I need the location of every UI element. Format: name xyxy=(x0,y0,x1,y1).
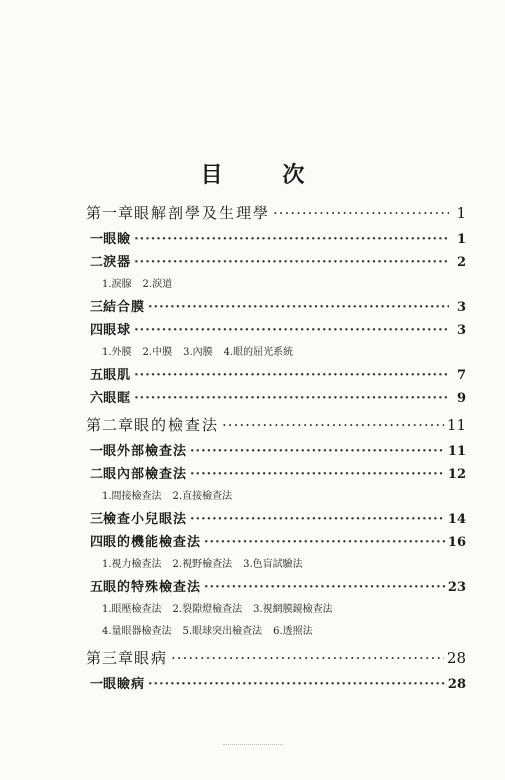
toc-section xyxy=(86,319,466,342)
table-of-contents xyxy=(86,198,466,696)
entry-label: 眼外部檢查法 xyxy=(103,444,188,459)
dot-leader xyxy=(204,576,445,599)
dot-leader xyxy=(204,531,445,554)
subsection-item: 2.淚道 xyxy=(142,279,173,290)
entry-number: 第三章 xyxy=(86,649,135,667)
entry-page: 16 xyxy=(447,535,466,550)
entry-page: 2 xyxy=(456,255,466,270)
subsection-item: 3.視網膜鏡檢查法 xyxy=(253,604,333,615)
entry-label: 眼瞼 xyxy=(103,232,132,247)
entry-page: 1 xyxy=(456,204,466,222)
toc-subsections xyxy=(86,554,466,576)
toc-section xyxy=(86,508,466,531)
subsection-item: 2.直接檢查法 xyxy=(172,491,233,502)
subsection-item: 4.眼的屈光系統 xyxy=(223,347,294,358)
entry-page: 23 xyxy=(447,580,466,595)
entry-label: 眼球 xyxy=(103,323,132,338)
subsection-item: 6.透照法 xyxy=(273,626,313,637)
entry-label: 眼病 xyxy=(134,649,169,667)
entry-number: 二 xyxy=(90,255,104,270)
entry-number: 一 xyxy=(90,232,104,247)
toc-chapter xyxy=(86,198,466,228)
entry-number: 三 xyxy=(90,300,104,315)
toc-chapter xyxy=(86,643,466,673)
entry-label: 眼眶 xyxy=(103,391,132,406)
subsection-item: 4.量眼器檢查法 xyxy=(102,626,172,637)
dot-leader xyxy=(190,440,445,463)
entry-number: 四 xyxy=(90,323,104,338)
dot-leader xyxy=(222,410,444,440)
subsection-item: 1.淚腺 xyxy=(102,279,132,290)
entry-label: 眼的特殊檢查法 xyxy=(103,580,202,595)
entry-number: 五 xyxy=(90,368,104,383)
entry-number: 一 xyxy=(90,444,104,459)
toc-section xyxy=(86,228,466,251)
entry-label: 眼瞼病 xyxy=(103,677,146,692)
toc-section xyxy=(86,296,466,319)
entry-label: 眼肌 xyxy=(103,368,132,383)
dot-leader xyxy=(148,673,445,696)
dot-leader xyxy=(134,387,449,410)
subsection-item: 2.中膜 xyxy=(142,347,173,358)
entry-label: 眼的檢查法 xyxy=(134,416,220,434)
toc-section xyxy=(86,251,466,274)
entry-label: 檢查小兒眼法 xyxy=(103,512,188,527)
toc-section xyxy=(86,673,466,696)
toc-section xyxy=(86,576,466,599)
entry-number: 第二章 xyxy=(86,416,135,434)
entry-number: 二 xyxy=(90,467,104,482)
entry-number: 第一章 xyxy=(86,204,135,222)
entry-page: 12 xyxy=(447,467,466,482)
toc-subsections xyxy=(86,342,466,364)
entry-page: 7 xyxy=(456,368,466,383)
entry-number: 一 xyxy=(90,677,104,692)
subsection-item: 2.裂隙燈檢查法 xyxy=(172,604,243,615)
dot-leader xyxy=(148,296,449,319)
entry-page: 28 xyxy=(447,677,466,692)
entry-page: 9 xyxy=(456,391,466,406)
toc-section xyxy=(86,531,466,554)
entry-label: 眼內部檢查法 xyxy=(103,467,188,482)
dot-leader xyxy=(171,643,444,673)
toc-section xyxy=(86,364,466,387)
subsection-item: 2.視野檢查法 xyxy=(172,559,233,570)
print-mark xyxy=(223,744,283,749)
entry-label: 眼解剖學及生理學 xyxy=(134,204,271,222)
entry-page: 1 xyxy=(456,232,466,247)
dot-leader xyxy=(134,364,449,387)
subsection-item: 1.眼壓檢查法 xyxy=(102,604,162,615)
subsection-item: 3.內膜 xyxy=(183,347,213,358)
dot-leader xyxy=(190,463,445,486)
entry-number: 三 xyxy=(90,512,104,527)
subsection-item: 1.視力檢查法 xyxy=(102,559,162,570)
toc-subsections xyxy=(86,621,466,643)
subsection-item: 5.眼球突出檢查法 xyxy=(182,626,263,637)
dot-leader xyxy=(273,198,449,228)
toc-section xyxy=(86,440,466,463)
entry-label: 結合膜 xyxy=(103,300,146,315)
entry-number: 五 xyxy=(90,580,104,595)
entry-page: 11 xyxy=(446,416,466,434)
toc-subsections xyxy=(86,274,466,296)
subsection-item: 3.色盲試驗法 xyxy=(243,559,303,570)
entry-label: 眼的機能檢查法 xyxy=(103,535,202,550)
toc-subsections xyxy=(86,599,466,621)
dot-leader xyxy=(190,508,445,531)
toc-chapter xyxy=(86,410,466,440)
entry-page: 14 xyxy=(447,512,466,527)
toc-subsections xyxy=(86,486,466,508)
entry-page: 28 xyxy=(446,649,466,667)
dot-leader xyxy=(134,319,449,342)
subsection-item: 1.外膜 xyxy=(102,347,132,358)
toc-section xyxy=(86,387,466,410)
subsection-item: 1.間接檢查法 xyxy=(102,491,162,502)
dot-leader xyxy=(134,228,449,251)
page-title: 目 次 xyxy=(200,162,331,188)
dot-leader xyxy=(134,251,449,274)
entry-number: 六 xyxy=(90,391,104,406)
entry-page: 3 xyxy=(456,300,466,315)
entry-page: 3 xyxy=(456,323,466,338)
entry-label: 淚器 xyxy=(103,255,132,270)
entry-number: 四 xyxy=(90,535,104,550)
toc-section xyxy=(86,463,466,486)
entry-page: 11 xyxy=(447,444,466,459)
